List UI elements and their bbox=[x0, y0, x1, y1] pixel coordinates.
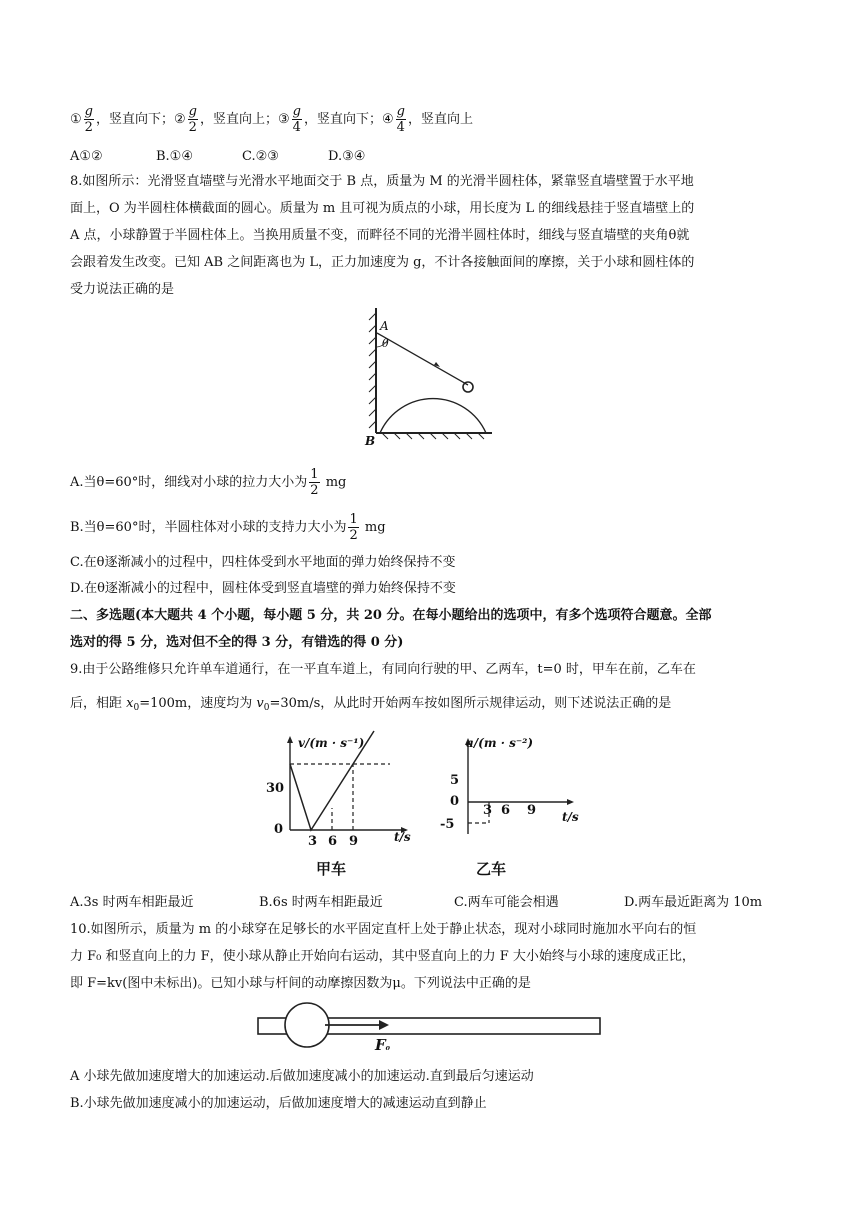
chart-yi-xtick-9: 9 bbox=[527, 803, 537, 818]
q7-opt2-mark: ② bbox=[174, 112, 186, 127]
chart-yi-xtick-6: 6 bbox=[501, 803, 511, 818]
chart-yi-ytick-5: 5 bbox=[450, 773, 460, 788]
q7-opt2-text: ，竖直向上； bbox=[199, 112, 278, 127]
q8-option-b: B.当θ=60°时，半圆柱体对小球的支持力大小为 $\frac{1}{2}$ mg bbox=[70, 512, 386, 543]
chart-jia-caption: 甲车 bbox=[316, 860, 347, 878]
q9-option-b: B.6s 时两车相距最近 bbox=[259, 895, 383, 910]
q9-chart-jia bbox=[258, 730, 418, 880]
q9-option-d: D.两车最近距离为 10m bbox=[624, 895, 763, 910]
point-a-label: A bbox=[380, 319, 389, 333]
q7-opt4-text: ，竖直向上 bbox=[407, 112, 473, 127]
chart-yi-ylabel: a/(m · s⁻²) bbox=[466, 736, 534, 750]
q7-options-line bbox=[70, 104, 473, 135]
q8-option-d: D.在θ逐渐减小的过程中，圆柱体受到竖直墙壁的弹力始终保持不变 bbox=[70, 581, 456, 596]
q8-stem-line-1: 8.如图所示：光滑竖直墙壁与光滑水平地面交于 B 点，质量为 M 的光滑半圆柱体，紧靠竖直墙壁置于水平地 bbox=[70, 174, 694, 189]
q7-choice-a: A①② bbox=[70, 149, 103, 164]
chart-jia-xtick-6: 6 bbox=[328, 834, 338, 849]
q7-choices bbox=[70, 147, 365, 167]
q9-options bbox=[70, 893, 762, 913]
point-b-label: B bbox=[365, 434, 376, 448]
q9-stem-line-1: 9.由于公路维修只允许单车道通行，在一平直车道上，有同向行驶的甲、乙两车，t=0 时，甲车在前，乙车在 bbox=[70, 662, 696, 677]
chart-jia-ytick-0: 0 bbox=[274, 822, 284, 837]
q10-option-a: A 小球先做加速度增大的加速运动.后做加速度减小的加速运动.直到最后匀速运动 bbox=[70, 1069, 534, 1084]
chart-jia-xtick-9: 9 bbox=[349, 834, 359, 849]
q7-choice-d: D.③④ bbox=[328, 149, 366, 164]
section2-header-line-1: 二、多选题(本大题共 4 个小题，每小题 5 分，共 20 分。在每小题给出的选项中，有多个选项符合题意。全部 bbox=[70, 608, 712, 623]
q10-stem-line-2: 力 F₀ 和竖直向上的力 F，使小球从静止开始向右运动，其中竖直向上的力 F 大小始终与小球的速度成正比， bbox=[70, 949, 695, 964]
q9-option-c: C.两车可能会相遇 bbox=[454, 895, 559, 910]
chart-yi-ytick-neg5: -5 bbox=[440, 817, 455, 832]
chart-yi-xtick-3: 3 bbox=[483, 803, 493, 818]
q7-opt1-text: ，竖直向下； bbox=[95, 112, 174, 127]
q9-chart-yi bbox=[436, 730, 596, 880]
q7-opt4-mark: ④ bbox=[382, 112, 394, 127]
q8-stem-line-5: 受力说法正确的是 bbox=[70, 282, 175, 297]
chart-jia-xlabel: t/s bbox=[394, 830, 411, 844]
string-line bbox=[377, 333, 468, 385]
chart-jia-xtick-3: 3 bbox=[308, 834, 318, 849]
q7-opt1-fraction: $\frac{g}{2}$ bbox=[84, 104, 93, 135]
semicylinder-arc bbox=[380, 399, 486, 433]
ball bbox=[463, 382, 473, 392]
chart-yi-svg bbox=[436, 730, 596, 880]
q7-choice-b: B.①④ bbox=[156, 149, 193, 164]
q7-choice-c: C.②③ bbox=[242, 149, 279, 164]
x-axis-arrow bbox=[567, 799, 574, 805]
chart-yi-ytick-0: 0 bbox=[450, 794, 460, 809]
chart-yi-xlabel: t/s bbox=[562, 810, 579, 824]
q8-option-c: C.在θ逐渐减小的过程中，四柱体受到水平地面的弹力始终保持不变 bbox=[70, 555, 456, 570]
q8-stem-line-2: 面上，O 为半圆柱体横截面的圆心。质量为 m 且可视为质点的小球，用长度为 L 的细线悬挂于竖直墙壁上的 bbox=[70, 201, 695, 216]
y-axis-arrow bbox=[287, 736, 293, 743]
force-label: F₀ bbox=[375, 1036, 391, 1054]
q8-option-a: A.当θ=60°时，细线对小球的拉力大小为 $\frac{1}{2}$ mg bbox=[70, 467, 347, 498]
q10-option-b: B.小球先做加速度减小的加速运动，后做加速度增大的减速运动直到静止 bbox=[70, 1096, 487, 1111]
q8-stem-line-3: A 点，小球静置于半圆柱体上。当换用质量不变，而畔径不同的光滑半圆柱体时，细线与竖直墙壁的夹角θ就 bbox=[70, 228, 690, 243]
chart-jia-ylabel: v/(m · s⁻¹) bbox=[298, 736, 365, 750]
q8-stem-line-4: 会跟着发生改变。已知 AB 之间距离也为 L，正力加速度为 g，不计各接触面间的摩擦，关于小球和圆柱体的 bbox=[70, 255, 695, 270]
q7-opt3-text: ，竖直向下； bbox=[303, 112, 382, 127]
q7-opt4-fraction: $\frac{g}{4}$ bbox=[396, 104, 405, 135]
q9-stem-line-2: 后，相距 $x_0=100m$，速度均为 $v_0=30m/s$，从此时开始两车按如图所示规律运动，则下述说法正确的是 bbox=[70, 696, 672, 713]
q7-opt1-mark: ① bbox=[70, 112, 82, 127]
q8-figure bbox=[360, 303, 500, 453]
q7-opt3-mark: ③ bbox=[278, 112, 290, 127]
q10-stem-line-1: 10.如图所示，质量为 m 的小球穿在足够长的水平固定直杆上处于静止状态，现对小球同时施加水平向右的恒 bbox=[70, 922, 697, 937]
q7-opt3-fraction: $\frac{g}{4}$ bbox=[292, 104, 301, 135]
ring-ball bbox=[285, 1003, 329, 1047]
theta-label: θ bbox=[382, 337, 389, 350]
chart-yi-caption: 乙车 bbox=[476, 860, 507, 878]
q7-opt2-fraction: $\frac{g}{2}$ bbox=[188, 104, 197, 135]
rod-ball-diagram bbox=[255, 1000, 605, 1060]
section2-header-line-2: 选对的得 5 分，选对但不全的得 3 分，有错选的得 0 分) bbox=[70, 635, 404, 650]
q10-figure bbox=[255, 1000, 605, 1060]
chart-jia-ytick-30: 30 bbox=[266, 781, 285, 796]
q9-option-a: A.3s 时两车相距最近 bbox=[70, 895, 194, 910]
q10-stem-line-3: 即 F=kv(图中未标出)。已知小球与杆间的动摩擦因数为μ。下列说法中正确的是 bbox=[70, 976, 531, 991]
